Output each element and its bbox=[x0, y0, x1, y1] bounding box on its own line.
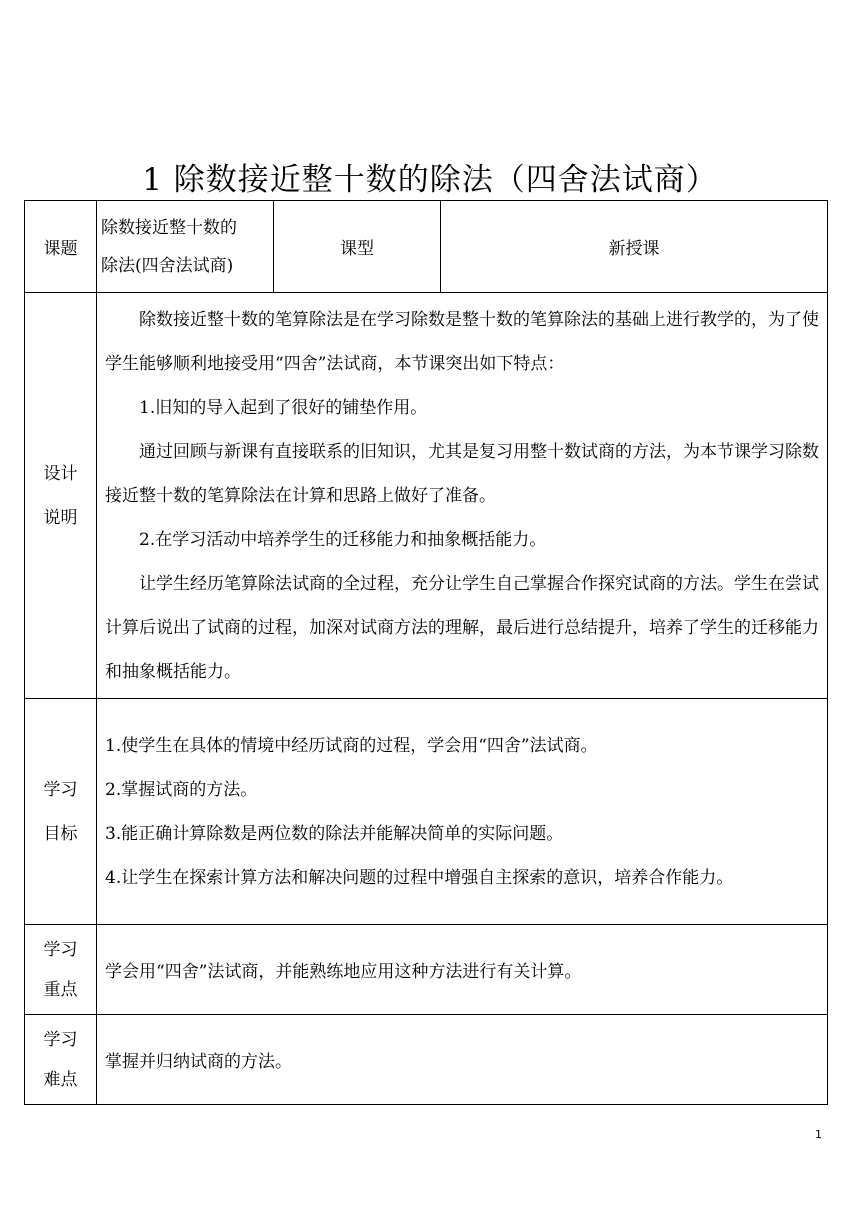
goals-content-cell bbox=[97, 699, 828, 925]
goals-label-cell bbox=[25, 699, 97, 925]
difficulties-text: 掌握并归纳试商的方法。 bbox=[105, 1052, 292, 1072]
topic-value-line1: 除数接近整十数的 bbox=[101, 217, 237, 238]
topic-label-cell bbox=[25, 201, 97, 293]
difficulties-label-line2: 难点 bbox=[43, 1069, 78, 1090]
difficulties-row bbox=[25, 1015, 828, 1105]
key-points-label-line1: 学习 bbox=[43, 939, 78, 960]
document-title: 1 除数接近整十数的除法（四舍法试商） bbox=[142, 162, 718, 198]
design-content-cell bbox=[97, 293, 828, 699]
difficulties-label-line1: 学习 bbox=[43, 1029, 78, 1050]
topic-label: 课题 bbox=[43, 239, 78, 259]
header-row bbox=[25, 201, 828, 293]
key-points-text: 学会用“四舍”法试商，并能熟练地应用这种方法进行有关计算。 bbox=[105, 962, 582, 982]
key-points-label-cell bbox=[25, 925, 97, 1015]
page-number: 1 bbox=[815, 1128, 822, 1141]
type-label-cell bbox=[274, 201, 441, 293]
goal-item: 3.能正确计算除数是两位数的除法并能解决简单的实际问题。 bbox=[105, 823, 564, 844]
goal-item: 2.掌握试商的方法。 bbox=[105, 779, 258, 800]
difficulties-label-cell bbox=[25, 1015, 97, 1105]
key-points-label-line2: 重点 bbox=[43, 979, 78, 1000]
design-paragraph: 通过回顾与新课有直接联系的旧知识，尤其是复习用整十数试商的方法，为本节课学习除数接近整十数的笔算除法在计算和思路上做好了准备。 bbox=[105, 441, 819, 506]
topic-value-cell bbox=[97, 201, 274, 293]
key-points-row bbox=[25, 925, 828, 1015]
goals-label-line1: 学习 bbox=[43, 779, 78, 800]
lesson-plan-table bbox=[24, 200, 828, 1105]
type-value-cell bbox=[441, 201, 828, 293]
topic-value-line2: 除法(四舍法试商) bbox=[101, 255, 234, 276]
goal-item: 1.使学生在具体的情境中经历试商的过程，学会用“四舍”法试商。 bbox=[105, 735, 598, 756]
design-paragraph: 1.旧知的导入起到了很好的铺垫作用。 bbox=[139, 397, 428, 418]
type-value: 新授课 bbox=[608, 239, 660, 259]
type-label: 课型 bbox=[340, 239, 374, 259]
goals-row bbox=[25, 699, 828, 925]
design-label-line1: 设计 bbox=[43, 463, 78, 484]
key-points-content-cell bbox=[97, 925, 828, 1015]
difficulties-content-cell bbox=[97, 1015, 828, 1105]
goal-item: 4.让学生在探索计算方法和解决问题的过程中增强自主探索的意识，培养合作能力。 bbox=[105, 867, 734, 888]
design-paragraph: 2.在学习活动中培养学生的迁移能力和抽象概括能力。 bbox=[139, 529, 547, 550]
design-paragraph: 让学生经历笔算除法试商的全过程，充分让学生自己掌握合作探究试商的方法。学生在尝试计算后说出了试商的过程，加深对试商方法的理解，最后进行总结提升，培养了学生的迁移能力和抽象概括能力。 bbox=[105, 573, 819, 682]
design-row bbox=[25, 293, 828, 699]
design-paragraph: 除数接近整十数的笔算除法是在学习除数是整十数的笔算除法的基础上进行教学的，为了使学生能够顺利地接受用“四舍”法试商，本节课突出如下特点： bbox=[105, 309, 819, 374]
goals-label-line2: 目标 bbox=[43, 823, 78, 844]
design-label-cell bbox=[25, 293, 97, 699]
design-label-line2: 说明 bbox=[43, 507, 78, 528]
